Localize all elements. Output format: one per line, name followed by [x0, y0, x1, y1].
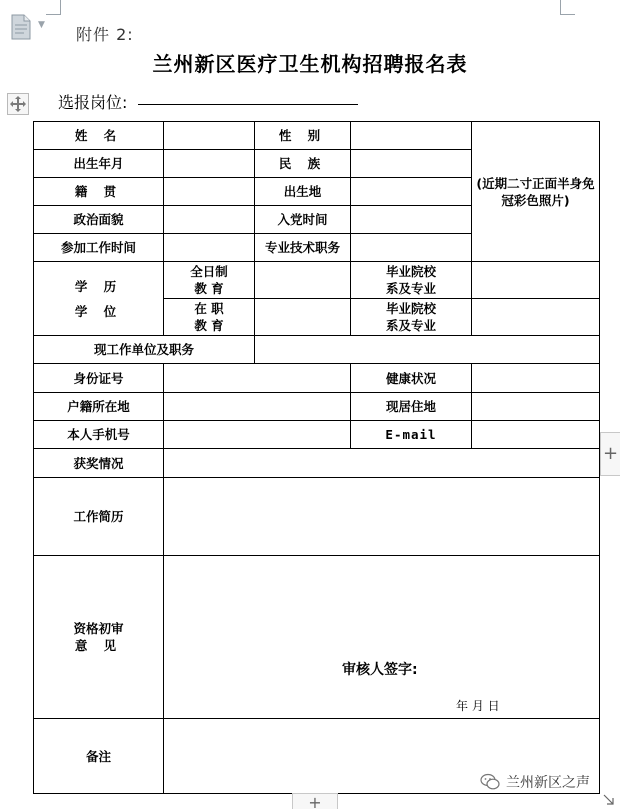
table-move-handle[interactable]	[7, 93, 29, 115]
label-native-place: 籍 贯	[34, 178, 164, 206]
chevron-down-icon[interactable]: ▼	[38, 20, 45, 30]
label-fulltime-line1: 全日制	[190, 264, 228, 279]
label-inservice-line1: 在 职	[194, 301, 224, 316]
field-email[interactable]	[472, 421, 600, 449]
margin-corner-right	[560, 0, 575, 15]
resize-handle-icon[interactable]	[603, 794, 615, 806]
label-inservice-school-line2: 系及专业	[385, 318, 436, 333]
label-fulltime-school-line2: 系及专业	[385, 281, 436, 296]
label-review	[34, 556, 164, 719]
field-health[interactable]	[472, 364, 600, 393]
watermark	[480, 772, 590, 792]
margin-corner-left	[46, 0, 61, 15]
label-political-status: 政治面貌	[34, 206, 164, 234]
attachment-label: 附件 2:	[76, 25, 134, 44]
move-icon	[8, 94, 28, 114]
position-input-line[interactable]	[138, 104, 358, 105]
field-work-start[interactable]	[164, 234, 255, 262]
label-gender: 性 别	[255, 122, 351, 150]
field-party-date[interactable]	[351, 206, 472, 234]
label-remarks: 备注	[34, 719, 164, 794]
label-current-employer: 现工作单位及职务	[34, 336, 255, 364]
field-id-number[interactable]	[164, 364, 351, 393]
label-id-number: 身份证号	[34, 364, 164, 393]
label-email: E-mail	[351, 421, 472, 449]
add-row-button[interactable]: +	[292, 793, 338, 809]
row-phone	[34, 421, 600, 449]
row-resume	[34, 478, 600, 556]
page-title: 兰州新区医疗卫生机构招聘报名表	[152, 52, 468, 76]
review-date: 年 月 日	[456, 699, 500, 713]
label-degree: 学 位	[74, 303, 123, 319]
field-ethnicity[interactable]	[351, 150, 472, 178]
label-birth: 出生年月	[34, 150, 164, 178]
field-gender[interactable]	[351, 122, 472, 150]
label-fulltime-school-line1: 毕业院校	[385, 264, 436, 279]
field-resume[interactable]	[164, 478, 600, 556]
field-birth[interactable]	[164, 150, 255, 178]
row-id	[34, 364, 600, 393]
label-household: 户籍所在地	[34, 393, 164, 421]
position-label: 选报岗位:	[58, 93, 128, 112]
label-party-date: 入党时间	[255, 206, 351, 234]
field-native-place[interactable]	[164, 178, 255, 206]
label-review-line1: 资格初审	[73, 621, 124, 636]
field-fulltime-school[interactable]	[472, 262, 600, 299]
field-household[interactable]	[164, 393, 351, 421]
field-political-status[interactable]	[164, 206, 255, 234]
label-work-start: 参加工作时间	[34, 234, 164, 262]
label-fulltime-school	[351, 262, 472, 299]
label-review-line2: 意 见	[74, 638, 123, 653]
label-inservice	[164, 299, 255, 336]
add-column-button[interactable]: +	[600, 432, 620, 476]
field-fulltime-edu[interactable]	[255, 262, 351, 299]
field-inservice-school[interactable]	[472, 299, 600, 336]
label-resume: 工作简历	[34, 478, 164, 556]
photo-cell[interactable]: (近期二寸正面半身免冠彩色照片)	[472, 122, 600, 262]
label-phone: 本人手机号	[34, 421, 164, 449]
row-name	[34, 122, 600, 150]
row-household	[34, 393, 600, 421]
field-inservice-edu[interactable]	[255, 299, 351, 336]
field-awards[interactable]	[164, 449, 600, 478]
field-current-employer[interactable]	[255, 336, 600, 364]
watermark-text: 兰州新区之声	[506, 775, 590, 791]
label-name: 姓 名	[34, 122, 164, 150]
label-inservice-school-line1: 毕业院校	[385, 301, 436, 316]
label-education: 学 历	[74, 278, 123, 294]
row-review	[34, 556, 600, 719]
label-birthplace: 出生地	[255, 178, 351, 206]
field-review[interactable]	[164, 556, 600, 719]
label-tech-title: 专业技术职务	[255, 234, 351, 262]
field-tech-title[interactable]	[351, 234, 472, 262]
field-birthplace[interactable]	[351, 178, 472, 206]
field-name[interactable]	[164, 122, 255, 150]
document-icon[interactable]	[10, 14, 32, 40]
label-awards: 获奖情况	[34, 449, 164, 478]
wechat-icon	[480, 773, 500, 791]
label-ethnicity: 民 族	[255, 150, 351, 178]
label-inservice-line2: 教 育	[194, 318, 224, 333]
row-awards	[34, 449, 600, 478]
row-employer	[34, 336, 600, 364]
reviewer-signature-label: 审核人签字:	[342, 662, 418, 678]
field-residence[interactable]	[472, 393, 600, 421]
row-fulltime-edu	[34, 262, 600, 299]
label-residence: 现居住地	[351, 393, 472, 421]
registration-form	[33, 121, 600, 794]
label-fulltime	[164, 262, 255, 299]
label-education-degree	[34, 262, 164, 336]
label-fulltime-line2: 教 育	[194, 281, 224, 296]
label-health: 健康状况	[351, 364, 472, 393]
label-inservice-school	[351, 299, 472, 336]
field-phone[interactable]	[164, 421, 351, 449]
